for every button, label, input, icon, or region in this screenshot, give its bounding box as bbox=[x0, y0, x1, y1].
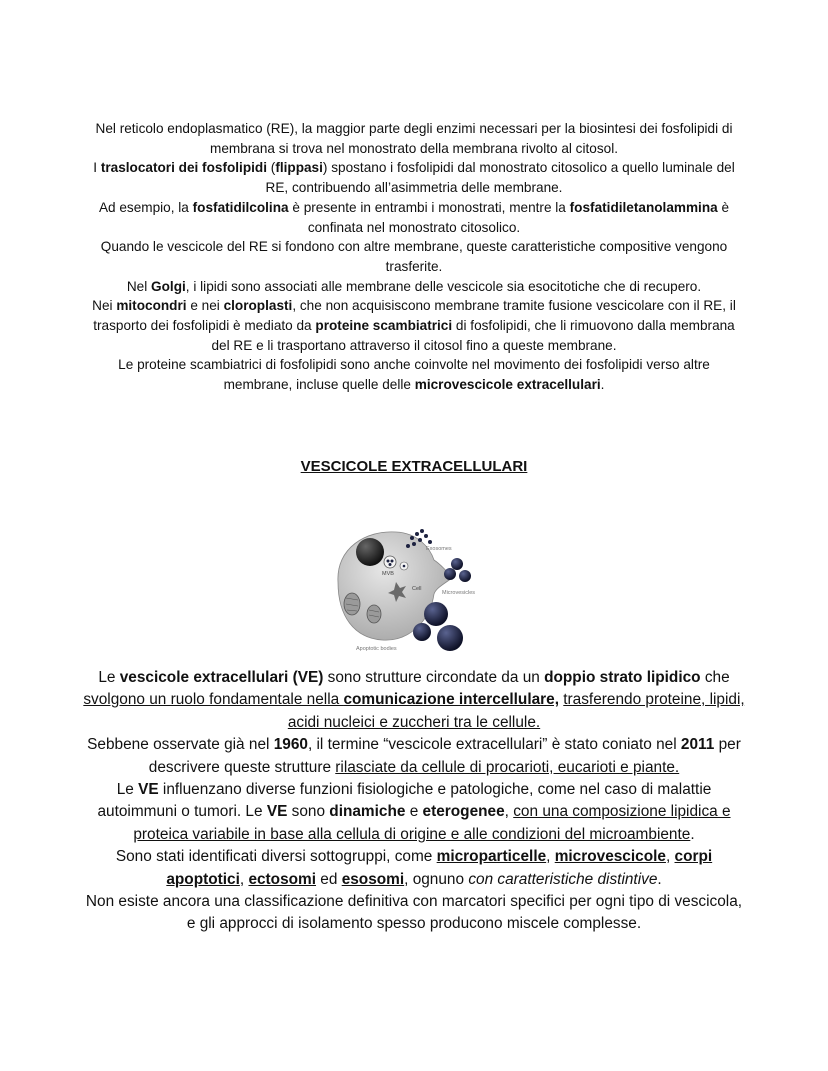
ev-p1: Le vescicole extracellulari (VE) sono strutture circondate da un doppio strato lipidico che svolgono un ruolo fondamentale nella comunicazione intercellulare, trasferendo proteine, lipidi, acidi nucleici e zuccheri tra le cellule. bbox=[83, 669, 745, 731]
text-p2: I traslocatori dei fosfolipidi (flippasi) spostano i fosfolipidi dal monostrato citosolico a quello luminale del RE, contribuendo all’asimmetria delle membrane. bbox=[93, 160, 735, 196]
microvesicle bbox=[459, 570, 471, 582]
section-heading: VESCICOLE EXTRACELLULARI bbox=[300, 458, 528, 475]
ev-p4: Sono stati identificati diversi sottogruppi, come microparticelle, microvescicole, corpi apoptotici, ectosomi ed esosomi, ognuno con caratteristiche distintive. bbox=[115, 848, 713, 888]
paragraph-extracellular-vesicles bbox=[80, 667, 748, 936]
label-mvb: MVB bbox=[382, 571, 394, 577]
label-cell: Cell bbox=[412, 586, 422, 592]
label-apoptotic-bodies: Apoptotic bodies bbox=[356, 646, 397, 652]
text-p1: Nel reticolo endoplasmatico (RE), la maggior parte degli enzimi necessari per la biosintesi dei fosfolipidi di membrana si trova nel monostrato della membrana rivolto al citosol. bbox=[95, 121, 733, 156]
apoptotic-body bbox=[437, 625, 463, 651]
label-microvesicles: Microvesicles bbox=[442, 590, 476, 596]
microvesicle bbox=[451, 558, 463, 570]
label-exosomes: Exosomes bbox=[426, 546, 452, 552]
text-p4: Quando le vescicole del RE si fondono con altre membrane, queste caratteristiche compositive vengono trasferite. bbox=[100, 239, 728, 274]
microvesicle bbox=[444, 568, 456, 580]
text-p5: Nel Golgi, i lipidi sono associati alle membrane delle vescicole sia esocitotiche che di recupero. bbox=[126, 278, 702, 294]
nucleus bbox=[356, 538, 384, 566]
ev-p5: Non esiste ancora una classificazione definitiva con marcatori specifici per ogni tipo di vescicola, e gli approcci di isolamento spesso producono miscele complesse. bbox=[85, 893, 743, 933]
text-p6: Nei mitocondri e nei cloroplasti, che non acquisiscono membrane tramite fusione vescicolare con il RE, il trasporto dei fosfolipidi è mediato da proteine scambiatrici di fosfolipidi, che li rimuovono dalla membrana del RE e li trasportano attraverso il citosol fino a queste membrane. bbox=[92, 298, 736, 353]
paragraph-lipid-transport bbox=[88, 119, 740, 395]
apoptotic-body bbox=[413, 623, 431, 641]
extracellular-vesicles-figure bbox=[326, 520, 482, 654]
apoptotic-body bbox=[424, 602, 448, 626]
mvb bbox=[384, 556, 396, 568]
mitochondrion-2 bbox=[367, 605, 381, 623]
ev-p2: Sebbene osservate già nel 1960, il termine “vescicole extracellulari” è stato coniato nel 2011 per descrivere queste strutture rilasciate da cellule di procarioti, eucarioti e piante. bbox=[87, 736, 741, 776]
text-p7: Le proteine scambiatrici di fosfolipidi sono anche coinvolte nel movimento dei fosfolipidi verso altre membrane, incluse quelle delle microvescicole extracellulari. bbox=[118, 357, 710, 393]
text-p3: Ad esempio, la fosfatidilcolina è presente in entrambi i monostrati, mentre la fosfatidiletanolammina è confinata nel monostrato citosolico. bbox=[98, 199, 730, 235]
ev-p3: Le VE influenzano diverse funzioni fisiologiche e patologiche, come nel caso di malattie autoimmuni o tumori. Le VE sono dinamiche e eterogenee, con una composizione lipidica e proteica variabile in base alla cellula di origine e alle condizioni del microambiente. bbox=[97, 781, 731, 843]
